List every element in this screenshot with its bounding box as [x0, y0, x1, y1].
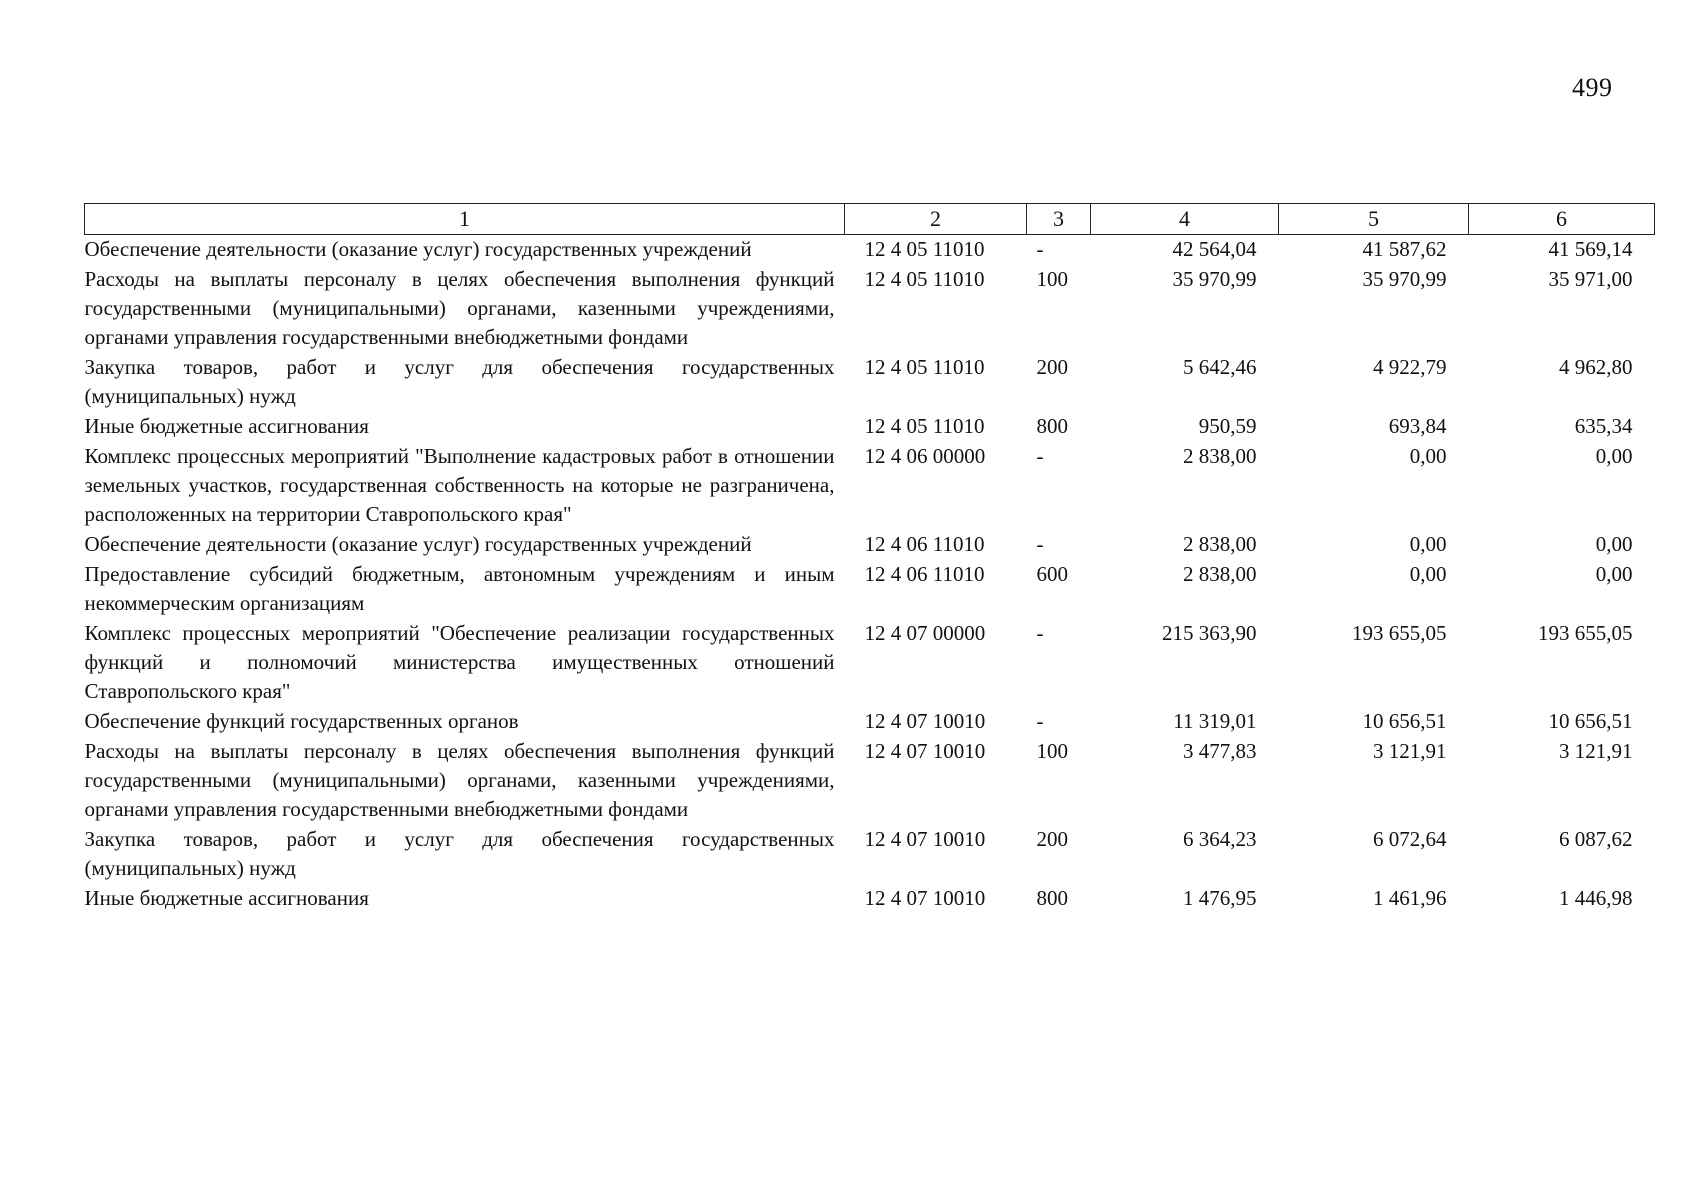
- row-value-col4: 3 477,83: [1183, 738, 1257, 763]
- header-col-2: 2: [845, 204, 1027, 235]
- row-expense-type: 800: [1036, 414, 1068, 439]
- row-value-col6: 0,00: [1595, 532, 1633, 557]
- row-value-col6: 1 446,98: [1559, 885, 1633, 910]
- row-value-col4: 2 838,00: [1183, 532, 1257, 557]
- row-expense-type: -: [1036, 532, 1044, 557]
- row-code: 12 4 07 00000: [864, 620, 986, 645]
- row-value-col4: 2 838,00: [1183, 562, 1257, 587]
- row-name: Комплекс процессных мероприятий "Обеспечение реализации государственных функций и полномочий министерства имущественных отношений Ставропольского края": [84, 620, 835, 703]
- row-value-col5: 0,00: [1409, 444, 1447, 469]
- table-row: [85, 707, 1655, 737]
- table-row: [85, 737, 1655, 825]
- table-header: [85, 204, 1655, 235]
- row-name: Иные бюджетные ассигнования: [84, 414, 369, 439]
- row-value-col6: 0,00: [1595, 444, 1633, 469]
- row-name: Комплекс процессных мероприятий "Выполнение кадастровых работ в отношении земельных участков, государственная собственность на которые не разграничена, расположенных на территории Ставропольского края": [84, 444, 835, 527]
- table-body: [85, 235, 1655, 914]
- row-value-col4: 6 364,23: [1183, 826, 1257, 851]
- table-row: [85, 825, 1655, 884]
- row-value-col6: 193 655,05: [1538, 620, 1633, 645]
- row-code: 12 4 07 10010: [864, 708, 986, 733]
- row-expense-type: 600: [1036, 562, 1068, 587]
- row-value-col5: 1 461,96: [1373, 885, 1447, 910]
- table-row: [85, 442, 1655, 530]
- table-row: [85, 353, 1655, 412]
- row-expense-type: 100: [1036, 267, 1068, 292]
- row-code: 12 4 06 00000: [864, 444, 986, 469]
- row-expense-type: -: [1036, 620, 1044, 645]
- row-value-col6: 35 971,00: [1548, 267, 1633, 292]
- row-expense-type: -: [1036, 444, 1044, 469]
- row-value-col4: 35 970,99: [1172, 267, 1257, 292]
- row-expense-type: 100: [1036, 738, 1068, 763]
- row-name: Иные бюджетные ассигнования: [84, 885, 369, 910]
- row-value-col5: 10 656,51: [1362, 708, 1447, 733]
- row-value-col5: 4 922,79: [1373, 355, 1447, 380]
- page-number: 499: [1572, 73, 1613, 102]
- row-value-col5: 193 655,05: [1352, 620, 1447, 645]
- table-row: [85, 560, 1655, 619]
- row-value-col6: 0,00: [1595, 562, 1633, 587]
- header-col-4: 4: [1091, 204, 1279, 235]
- row-expense-type: 800: [1036, 885, 1068, 910]
- row-value-col6: 6 087,62: [1559, 826, 1633, 851]
- row-expense-type: -: [1036, 708, 1044, 733]
- row-value-col5: 0,00: [1409, 562, 1447, 587]
- row-value-col4: 2 838,00: [1183, 444, 1257, 469]
- header-row: [85, 204, 1655, 235]
- table-row: [85, 619, 1655, 707]
- row-expense-type: -: [1036, 237, 1044, 262]
- table-row: [85, 884, 1655, 914]
- row-expense-type: 200: [1036, 826, 1068, 851]
- row-name: Обеспечение деятельности (оказание услуг) государственных учреждений: [84, 532, 752, 557]
- row-value-col5: 35 970,99: [1362, 267, 1447, 292]
- row-value-col5: 693,84: [1388, 414, 1447, 439]
- row-value-col4: 215 363,90: [1162, 620, 1257, 645]
- header-col-6: 6: [1469, 204, 1655, 235]
- row-value-col6: 3 121,91: [1559, 738, 1633, 763]
- row-name: Закупка товаров, работ и услуг для обеспечения государственных (муниципальных) нужд: [84, 826, 835, 880]
- row-value-col5: 0,00: [1409, 532, 1447, 557]
- row-code: 12 4 05 11010: [864, 267, 985, 292]
- table-row: [85, 412, 1655, 442]
- header-col-1: 1: [85, 204, 845, 235]
- row-value-col4: 5 642,46: [1183, 355, 1257, 380]
- row-name: Расходы на выплаты персоналу в целях обеспечения выполнения функций государственными (муниципальными) органами, казенными учреждениями, органами управления государственными внебюджетными фондами: [84, 738, 835, 821]
- row-code: 12 4 07 10010: [864, 738, 986, 763]
- row-code: 12 4 07 10010: [864, 826, 986, 851]
- table-row: [85, 235, 1655, 265]
- row-value-col4: 11 319,01: [1173, 708, 1257, 733]
- row-value-col5: 3 121,91: [1373, 738, 1447, 763]
- row-code: 12 4 05 11010: [864, 237, 985, 262]
- header-col-3: 3: [1027, 204, 1091, 235]
- row-value-col4: 950,59: [1198, 414, 1257, 439]
- row-name: Обеспечение деятельности (оказание услуг) государственных учреждений: [84, 237, 752, 262]
- budget-table: [84, 203, 1655, 914]
- row-name: Расходы на выплаты персоналу в целях обеспечения выполнения функций государственными (муниципальными) органами, казенными учреждениями, органами управления государственными внебюджетными фондами: [84, 267, 835, 350]
- header-col-5: 5: [1279, 204, 1469, 235]
- row-value-col6: 10 656,51: [1548, 708, 1633, 733]
- row-code: 12 4 07 10010: [864, 885, 986, 910]
- row-code: 12 4 05 11010: [864, 355, 985, 380]
- row-value-col6: 41 569,14: [1548, 237, 1633, 262]
- row-code: 12 4 06 11010: [864, 562, 985, 587]
- table-row: [85, 265, 1655, 353]
- row-code: 12 4 06 11010: [864, 532, 985, 557]
- row-value-col4: 42 564,04: [1172, 237, 1257, 262]
- row-name: Закупка товаров, работ и услуг для обеспечения государственных (муниципальных) нужд: [84, 355, 835, 409]
- row-value-col4: 1 476,95: [1183, 885, 1257, 910]
- row-value-col5: 41 587,62: [1362, 237, 1447, 262]
- row-code: 12 4 05 11010: [864, 414, 985, 439]
- row-value-col6: 635,34: [1574, 414, 1633, 439]
- row-name: Обеспечение функций государственных органов: [84, 708, 519, 733]
- row-value-col6: 4 962,80: [1559, 355, 1633, 380]
- row-value-col5: 6 072,64: [1373, 826, 1447, 851]
- row-expense-type: 200: [1036, 355, 1068, 380]
- table-row: [85, 530, 1655, 560]
- row-name: Предоставление субсидий бюджетным, автономным учреждениям и иным некоммерческим организациям: [84, 562, 835, 615]
